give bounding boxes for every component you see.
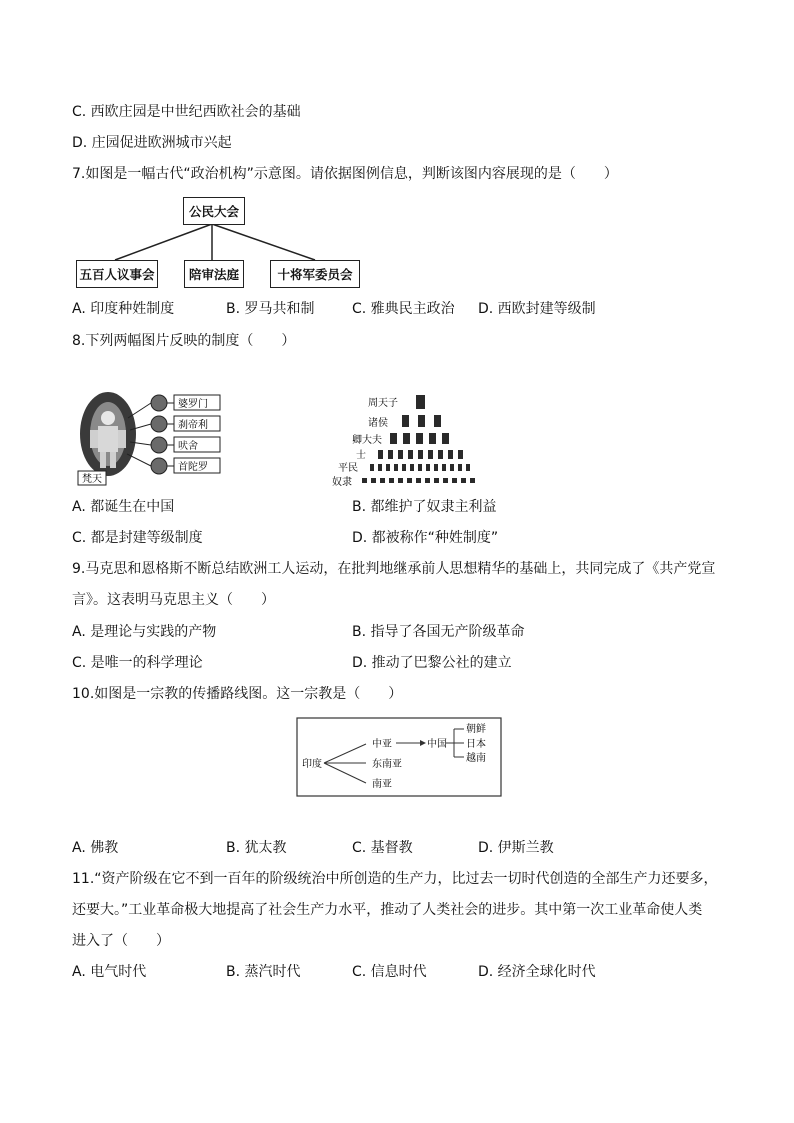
q10-stem: 10.如图是一宗教的传播路线图。这一宗教是（ ） <box>72 686 403 702</box>
q10-label-japan: 日本 <box>466 739 486 750</box>
q6-option-d: D. 庄园促进欧洲城市兴起 <box>72 135 232 151</box>
q11-stem-line2: 还要大。”工业革命极大地提高了社会生产力水平，推动了人类社会的进步。其中第一次工业革命使人类 <box>72 902 703 918</box>
q10-label-korea: 朝鲜 <box>466 724 486 735</box>
q8-label-kshatriya: 刹帝利 <box>178 420 208 431</box>
q11-option-c: C. 信息时代 <box>352 964 427 980</box>
q7-option-a: A. 印度种姓制度 <box>72 301 175 317</box>
q8-stem: 8.下列两幅图片反映的制度（ ） <box>72 333 296 349</box>
q8-label-zhou-king: 周天子 <box>368 398 398 409</box>
q11-stem-line1: 11.“资产阶级在它不到一百年的阶级统治中所创造的生产力，比过去一切时代创造的全部生产力还要多， <box>72 871 718 887</box>
q7-box-court: 陪审法庭 <box>184 260 244 288</box>
q9-stem-line2: 言》。这表明马克思主义（ ） <box>72 592 275 608</box>
q9-option-a: A. 是理论与实践的产物 <box>72 624 217 640</box>
q8-label-vaishya: 吠舍 <box>178 441 198 452</box>
q10-option-b: B. 犹太教 <box>226 840 287 856</box>
q9-option-d: D. 推动了巴黎公社的建立 <box>352 655 512 671</box>
q8-label-brahmin: 婆罗门 <box>178 399 208 410</box>
q9-option-b: B. 指导了各国无产阶级革命 <box>352 624 525 640</box>
q8-label-brahma: 梵天 <box>82 474 102 485</box>
q8-label-shi: 士 <box>356 450 366 461</box>
q10-label-china: 中国 <box>427 739 447 750</box>
q8-option-d: D. 都被称作“种姓制度” <box>352 530 499 546</box>
q11-option-a: A. 电气时代 <box>72 964 147 980</box>
q7-option-d: D. 西欧封建等级制 <box>478 301 596 317</box>
q8-caste-image <box>72 388 252 488</box>
q7-stem: 7.如图是一幅古代“政治机构”示意图。请依据图例信息，判断该图内容展现的是（ ） <box>72 166 618 182</box>
q10-label-vietnam: 越南 <box>466 753 486 764</box>
q7-box-generals: 十将军委员会 <box>270 260 360 288</box>
q9-stem-line1: 9.马克思和恩格斯不断总结欧洲工人运动，在批判地继承前人思想精华的基础上，共同完成了《共产党宣 <box>72 561 716 577</box>
q11-option-b: B. 蒸汽时代 <box>226 964 301 980</box>
q8-label-vassals: 诸侯 <box>368 418 388 429</box>
q10-option-a: A. 佛教 <box>72 840 119 856</box>
q8-option-c: C. 都是封建等级制度 <box>72 530 203 546</box>
q8-label-slaves: 奴隶 <box>332 477 352 488</box>
q10-route-map <box>296 717 502 797</box>
q10-option-c: C. 基督教 <box>352 840 413 856</box>
q10-label-south-asia: 南亚 <box>372 779 392 790</box>
q6-option-c: C. 西欧庄园是中世纪西欧社会的基础 <box>72 104 301 120</box>
q7-box-council: 五百人议事会 <box>76 260 158 288</box>
q7-box-citizens-assembly: 公民大会 <box>183 197 245 225</box>
q10-option-d: D. 伊斯兰教 <box>478 840 554 856</box>
q10-label-southeast-asia: 东南亚 <box>372 759 402 770</box>
q8-pyramid-image <box>330 393 500 493</box>
q11-stem-line3: 进入了（ ） <box>72 933 170 949</box>
q10-label-central-asia: 中亚 <box>372 739 392 750</box>
q8-option-b: B. 都维护了奴隶主利益 <box>352 499 497 515</box>
q9-option-c: C. 是唯一的科学理论 <box>72 655 203 671</box>
q7-option-b: B. 罗马共和制 <box>226 301 315 317</box>
q7-option-c: C. 雅典民主政治 <box>352 301 455 317</box>
q8-label-ministers: 卿大夫 <box>352 435 382 446</box>
q10-label-india: 印度 <box>302 759 322 770</box>
q8-label-shudra: 首陀罗 <box>178 462 208 473</box>
q11-option-d: D. 经济全球化时代 <box>478 964 596 980</box>
q8-option-a: A. 都诞生在中国 <box>72 499 175 515</box>
q8-label-commoners: 平民 <box>338 463 358 474</box>
